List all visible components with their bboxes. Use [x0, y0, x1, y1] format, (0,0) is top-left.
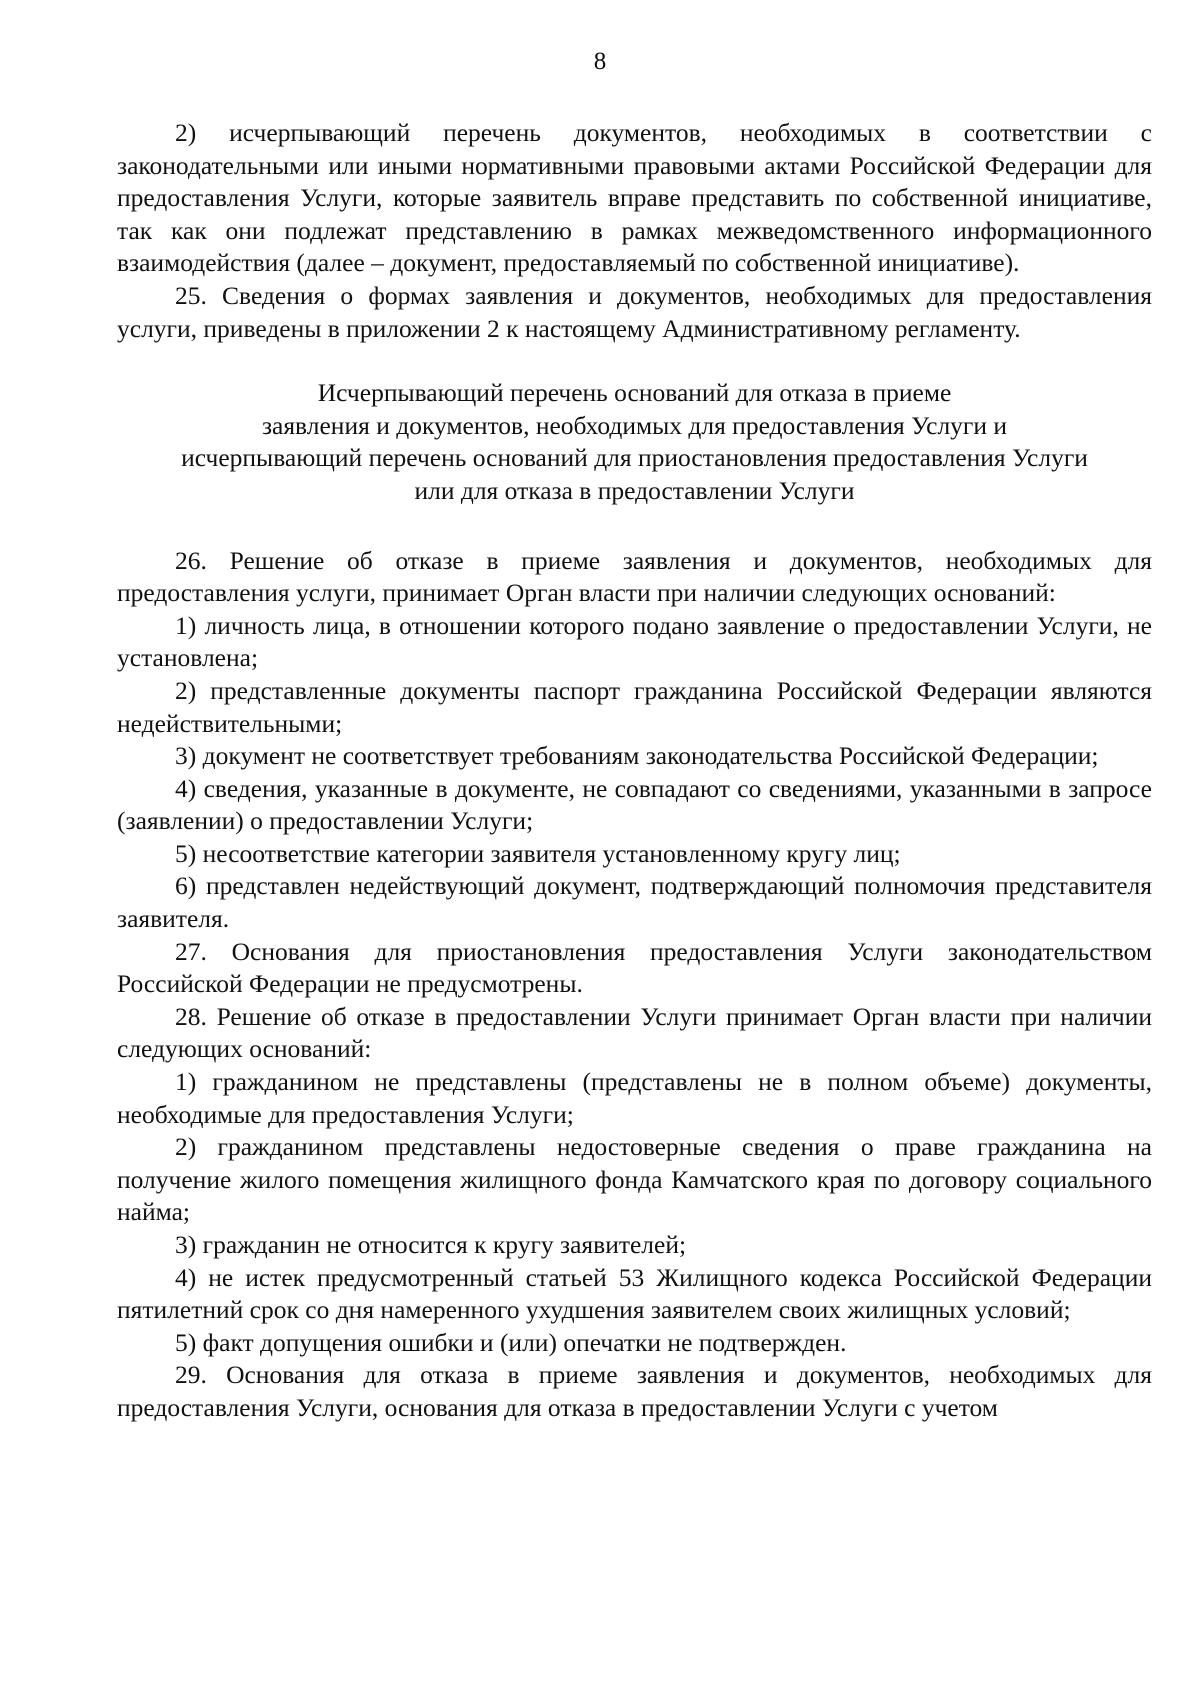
paragraph-24-item-2: 2) исчерпывающий перечень документов, необходимых в соответствии с законодательными или иными нормативными правовыми актами Российской Федерации для предоставления Услуги, которые заявитель вправе представить по собственной инициативе, так как они подлежат представлению в рамках межведомственного информационного взаимодействия (далее – документ, предоставляемый по собственной инициативе). — [117, 118, 1152, 278]
paragraph-27: 27. Основания для приостановления предоставления Услуги законодательством Российской Федерации не предусмотрены. — [117, 936, 1152, 999]
paragraph-29: 29. Основания для отказа в приеме заявления и документов, необходимых для предоставления Услуги, основания для отказа в предоставлении Услуги с учетом — [117, 1360, 1152, 1422]
paragraph-28-item-3: 3) гражданин не относится к кругу заявителей; — [175, 1230, 687, 1259]
paragraph-26-item-3: 3) документ не соответствует требованиям законодательства Российской Федерации; — [175, 741, 1099, 771]
paragraph-26-item-1: 1) личность лица, в отношении которого подано заявление о предоставлении Услуги, не установлена; — [117, 610, 1152, 673]
paragraph-26-item-5: 5) несоответствие категории заявителя установленному кругу лиц; — [175, 838, 901, 868]
paragraph-26-item-6: 6) представлен недействующий документ, подтверждающий полномочия представителя заявителя. — [117, 871, 1152, 934]
paragraph-28-item-1: 1) гражданином не представлены (представлены не в полном объеме) документы, необходимые для предоставления Услуги; — [117, 1067, 1152, 1129]
paragraph-28: 28. Решение об отказе в предоставлении Услуги принимает Орган власти при наличии следующих оснований: — [117, 1001, 1152, 1064]
section-heading-line: исчерпывающий перечень оснований для приостановления предоставления Услуги — [181, 443, 1088, 473]
section-heading — [117, 377, 1152, 507]
section-heading-line: или для отказа в предоставлении Услуги — [414, 475, 855, 505]
paragraph-26: 26. Решение об отказе в приеме заявления и документов, необходимых для предоставления услуги, принимает Орган власти при наличии следующих оснований: — [117, 545, 1152, 608]
paragraph-26-item-2: 2) представленные документы паспорт гражданина Российской Федерации являются недействительными; — [117, 675, 1152, 738]
paragraph-26-item-4: 4) сведения, указанные в документе, не совпадают со сведениями, указанными в запросе (заявлении) о предоставлении Услуги; — [117, 773, 1152, 836]
paragraph-28-item-2: 2) гражданином представлены недостоверные сведения о праве гражданина на получение жилого помещения жилищного фонда Камчатского края по договору социального найма; — [117, 1132, 1152, 1227]
document-body — [117, 117, 1152, 1425]
page-number: 8 — [593, 48, 607, 75]
paragraph-25: 25. Сведения о формах заявления и документов, необходимых для предоставления услуги, приведены в приложении 2 к настоящему Административному регламенту. — [117, 280, 1152, 343]
section-heading-line: заявления и документов, необходимых для предоставления Услуги и — [261, 410, 1008, 440]
paragraph-28-item-4: 4) не истек предусмотренный статьей 53 Жилищного кодекса Российской Федерации пятилетний срок со дня намеренного ухудшения заявителем своих жилищных условий; — [117, 1262, 1152, 1325]
paragraph-28-item-5: 5) факт допущения ошибки и (или) опечатки не подтвержден. — [175, 1327, 847, 1357]
section-heading-line: Исчерпывающий перечень оснований для отказа в приеме — [317, 378, 952, 408]
